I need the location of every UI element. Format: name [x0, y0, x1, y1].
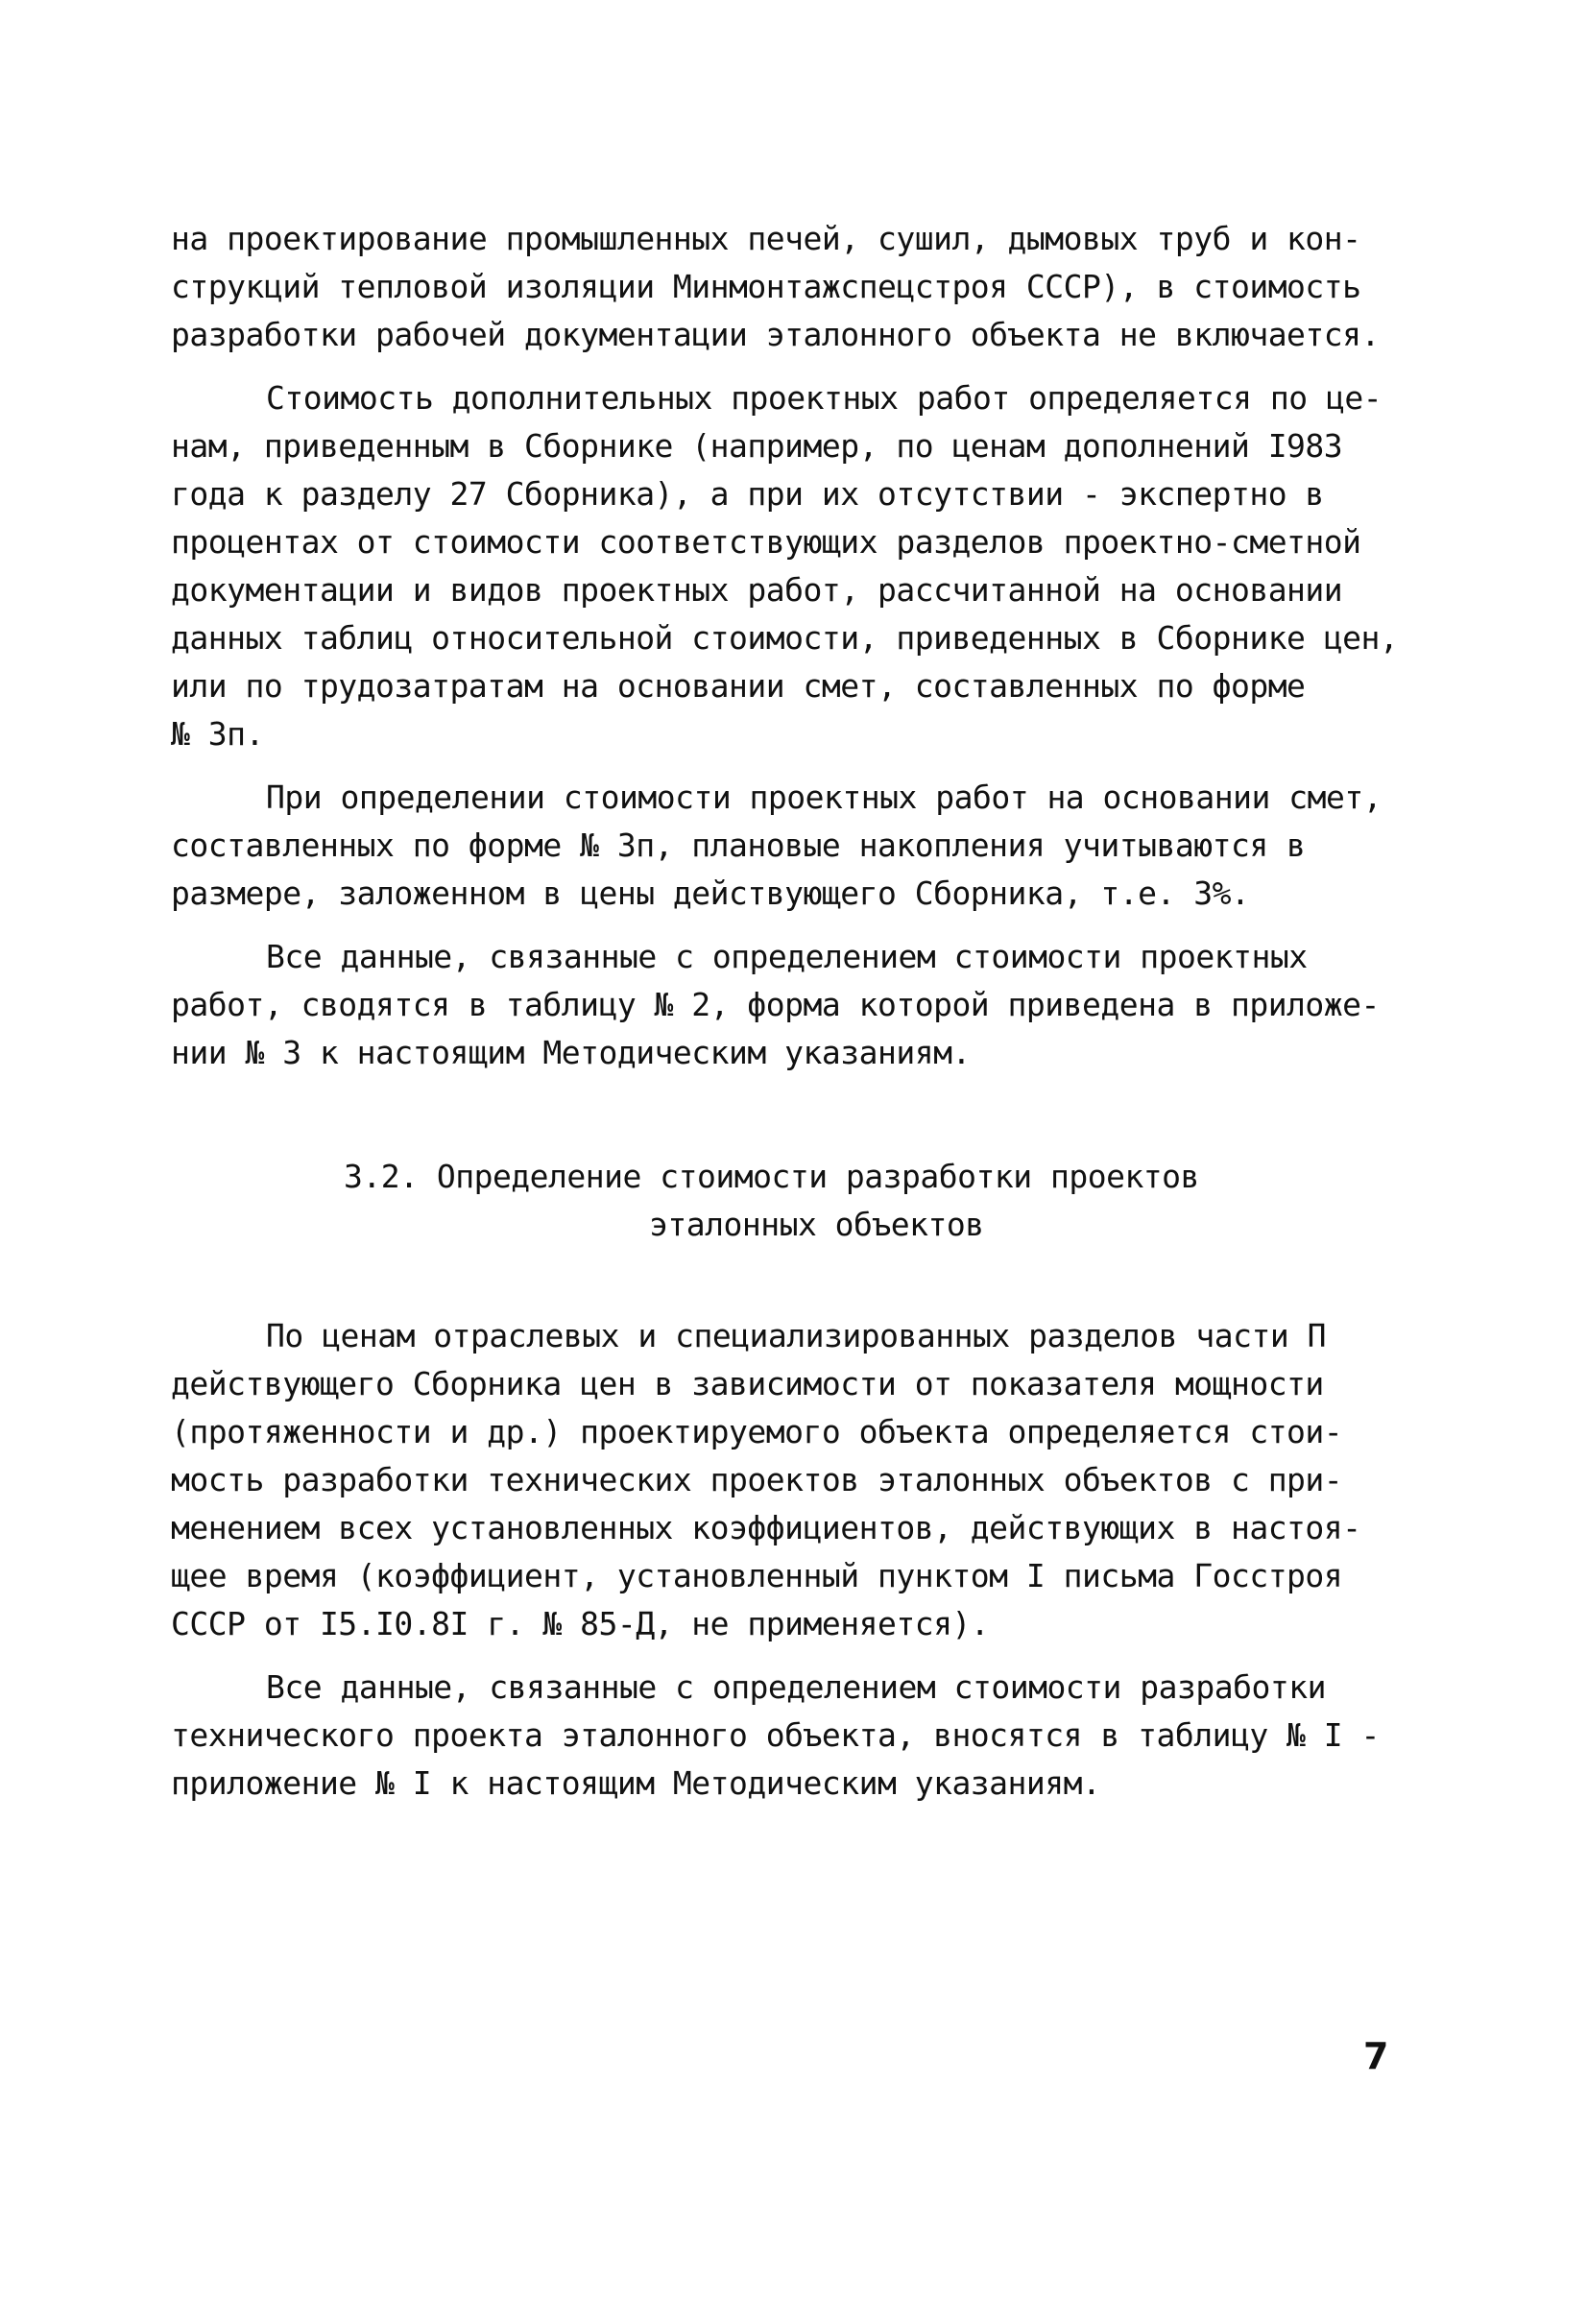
text-line: года к разделу 27 Сборника), а при их отсутствии - экспертно в — [171, 475, 1324, 513]
text-line: размере, заложенном в цены действующего Сборника, т.е. 3%. — [171, 874, 1250, 912]
text-line: щее время (коэффициент, установленный пунктом I письма Госстроя — [171, 1557, 1343, 1594]
text-line: приложение № I к настоящим Методическим указаниям. — [171, 1764, 1101, 1802]
text-line: разработки рабочей документации эталонного объекта не включается. — [171, 316, 1380, 353]
text-line: действующего Сборника цен в зависимости от показателя мощности — [171, 1365, 1324, 1402]
text-line: на проектирование промышленных печей, сушил, дымовых труб и кон- — [171, 220, 1361, 257]
text-line: СССР от I5.I0.8I г. № 85-Д, не применяется). — [171, 1605, 990, 1642]
section-heading-line: эталонных объектов — [649, 1206, 984, 1243]
text-line: документации и видов проектных работ, рассчитанной на основании — [171, 571, 1343, 609]
page-number: 7 — [1363, 2035, 1389, 2077]
text-line: нам, приведенным в Сборнике (например, по ценам дополнений I983 — [171, 427, 1343, 465]
text-line: Все данные, связанные с определением стоимости разработки — [266, 1668, 1326, 1706]
text-line: При определении стоимости проектных работ на основании смет, — [266, 779, 1383, 816]
text-line: мость разработки технических проектов эталонных объектов с при- — [171, 1461, 1343, 1498]
text-line: работ, сводятся в таблицу № 2, форма которой приведена в приложе- — [171, 986, 1380, 1023]
text-line: или по трудозатратам на основании смет, составленных по форме — [171, 667, 1306, 705]
text-line: По ценам отраслевых и специализированных разделов части П — [266, 1317, 1326, 1354]
text-line: технического проекта эталонного объекта, вносятся в таблицу № I - — [171, 1716, 1380, 1754]
text-line: данных таблиц относительной стоимости, приведенных в Сборнике цен, — [171, 619, 1399, 657]
text-line: нии № 3 к настоящим Методическим указаниям. — [171, 1034, 971, 1071]
text-line: Все данные, связанные с определением стоимости проектных — [266, 938, 1308, 975]
text-line: менением всех установленных коэффициентов, действующих в настоя- — [171, 1509, 1361, 1546]
text-line: процентах от стоимости соответствующих разделов проектно-сметной — [171, 523, 1361, 561]
text-line: составленных по форме № 3п, плановые накопления учитываются в — [171, 827, 1306, 864]
section-heading-line: 3.2. Определение стоимости разработки проектов — [344, 1158, 1199, 1195]
text-line: Стоимость дополнительных проектных работ определяется по це- — [266, 379, 1383, 417]
text-line: струкций тепловой изоляции Минмонтажспецстроя СССР), в стоимость — [171, 268, 1361, 305]
text-line: (протяженности и др.) проектируемого объекта определяется стои- — [171, 1413, 1343, 1450]
text-line: № 3п. — [171, 715, 264, 753]
